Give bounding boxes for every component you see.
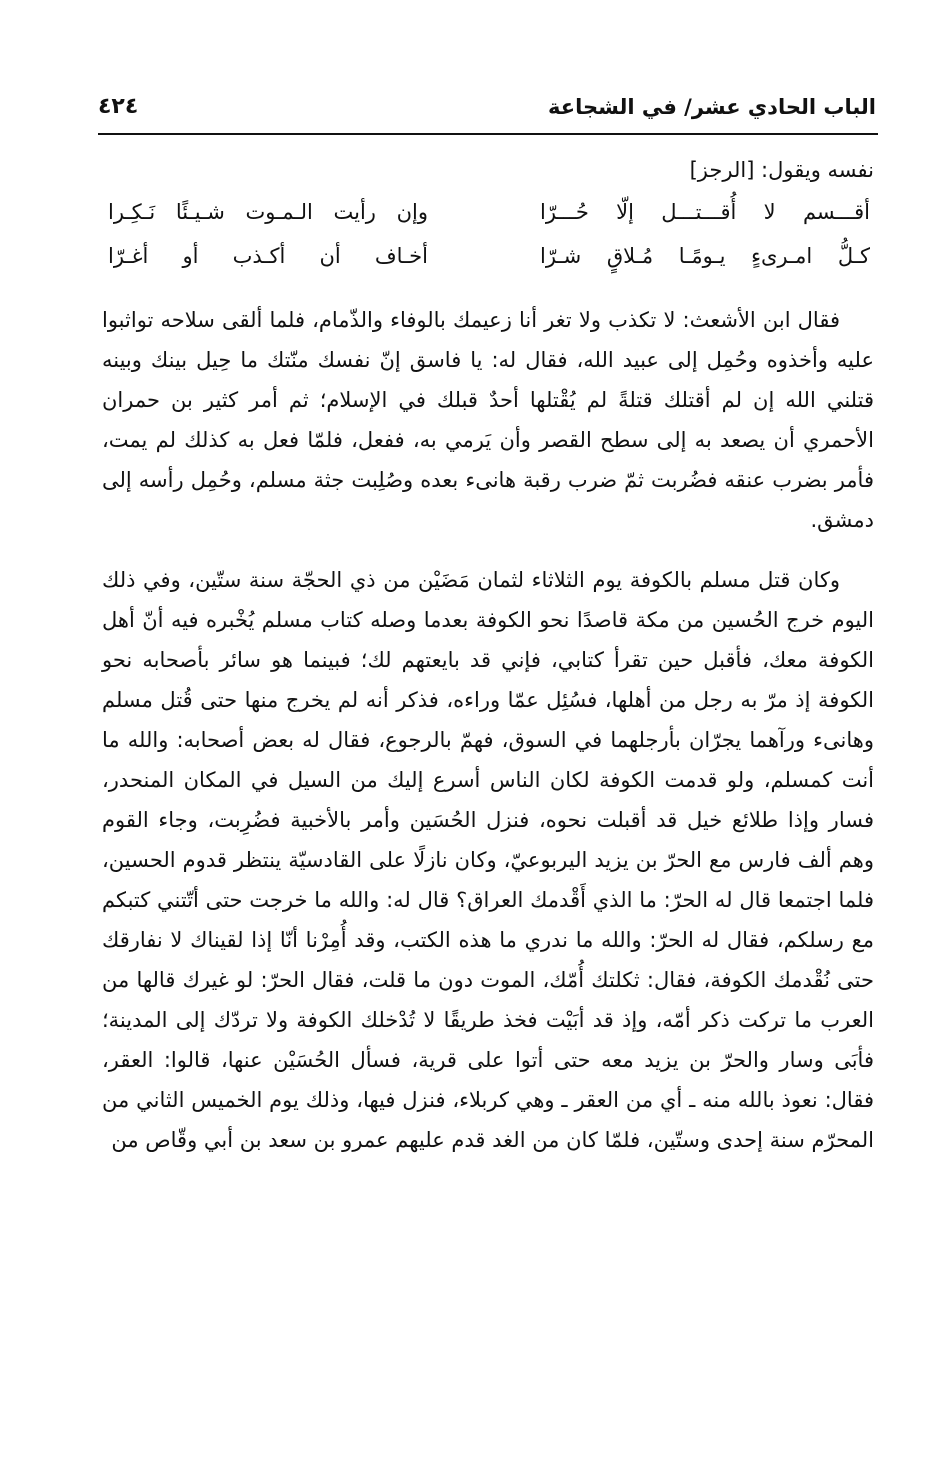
poem	[102, 190, 874, 278]
chapter-title: الباب الحادي عشر/ في الشجاعة	[547, 95, 876, 119]
header-divider	[98, 133, 878, 135]
poem-verse	[102, 190, 870, 234]
body-text	[102, 150, 874, 1160]
paragraph: فقال ابن الأشعث: لا تكذب ولا تغر أنا زعيمك بالوفاء والذّمام، فلما ألقى سلاحه تواثبوا عليه وأخذوه وحُمِل إلى عبيد الله، فقال له: يا فاسق إنّ نفسك منّتك ما حِيل بينك وبينه قتلني الله إن لم أقتلك قتلةً لم يُقْتلها أحدٌ قبلك في الإسلام؛ ثم أمر كثير بن حمران الأحمري أن يصعد به إلى سطح القصر وأن يَرمي به، ففعل، فلمّا فعل به كذلك لم يمت، فأمر بضرب عنقه فضُربت ثمّ ضرب رقبة هانىء بعده وصُلِبت جثة مسلم، وحُمِل رأسه إلى دمشق.	[102, 308, 874, 532]
poem-hemistich: كـلُّ امـرىءٍ يـومًـا مُـلاقٍ شـرّا	[540, 244, 870, 268]
page-number: ٤٢٤	[98, 94, 139, 119]
running-header	[98, 92, 876, 132]
poem-hemistich: أخـاف أن أكـذب أو أغـرّا	[108, 244, 428, 268]
poem-hemistich: وإن رأيت الـمـوت شـيـئًا نَـكِـرا	[108, 200, 428, 224]
poem-verse	[102, 234, 870, 278]
paragraph: وكان قتل مسلم بالكوفة يوم الثلاثاء لثمان مَضَيْن من ذي الحجّة سنة ستّين، وفي ذلك اليوم خرج الحُسين من مكة قاصدًا نحو الكوفة بعدما وصله كتاب مسلم يُخْبره فيه أنّ أهل الكوفة معك، فأقبل حين تقرأ كتابي، فإني قد بايعتهم لك؛ فبينما هو سائر بأصحابه نحو الكوفة إذ مرّ به رجل من أهلها، فسُئِل عمّا وراءه، فذكر أنه لم يخرج منها حتى قُتل مسلم وهانىء ورآهما يجرّان بأرجلهما في السوق، فهمّ بالرجوع، فقال له بعض أصحابه: والله ما أنت كمسلم، ولو قدمت الكوفة لكان الناس أسرع إليك من السيل في المكان المنحدر، فسار وإذا طلائع خيل قد أقبلت نحوه، فنزل الحُسَين وأمر بالأخبية فضُرِبت، وجاء القوم وهم ألف فارس مع الحرّ بن يزيد اليربوعيّ، وكان نازلًا على القادسيّة ينتظر قدوم الحسين، فلما اجتمعا قال له الحرّ: ما الذي أَقْدمك العراق؟ قال له: والله ما خرجت حتى أتّتني كتبكم مع رسلكم، فقال له الحرّ: والله ما ندري ما هذه الكتب، وقد أُمِرْنا أنّا إذا لقيناك لا نفارقك حتى نُقْدمك الكوفة، فقال: ثكلتك أُمّك، الموت دون ما قلت، فقال الحرّ: لو غيرك قالها من العرب ما تركت ذكر أمّه، وإذ قد أبَيْت فخذ طريقًا لا تُدْخلك الكوفة ولا تردّك إلى المدينة؛ فأبَى وسار والحرّ بن يزيد معه حتى أتوا على قرية، فسأل الحُسَيْن عنها، قالوا: العقر، فقال: نعوذ بالله منه ـ أي من العقر ـ وهي كربلاء، فنزل فيها، وذلك يوم الخميس الثاني من المحرّم سنة إحدى وستّين، فلمّا كان من الغد قدم عليهم عمرو بن سعد بن أبي وقّاص من	[102, 568, 874, 1152]
poem-intro: نفسه ويقول: [الرجز]	[689, 158, 874, 182]
poem-hemistich: أقـــسم لا أُقـــتـــل إلّا حُـــرّا	[540, 200, 870, 224]
